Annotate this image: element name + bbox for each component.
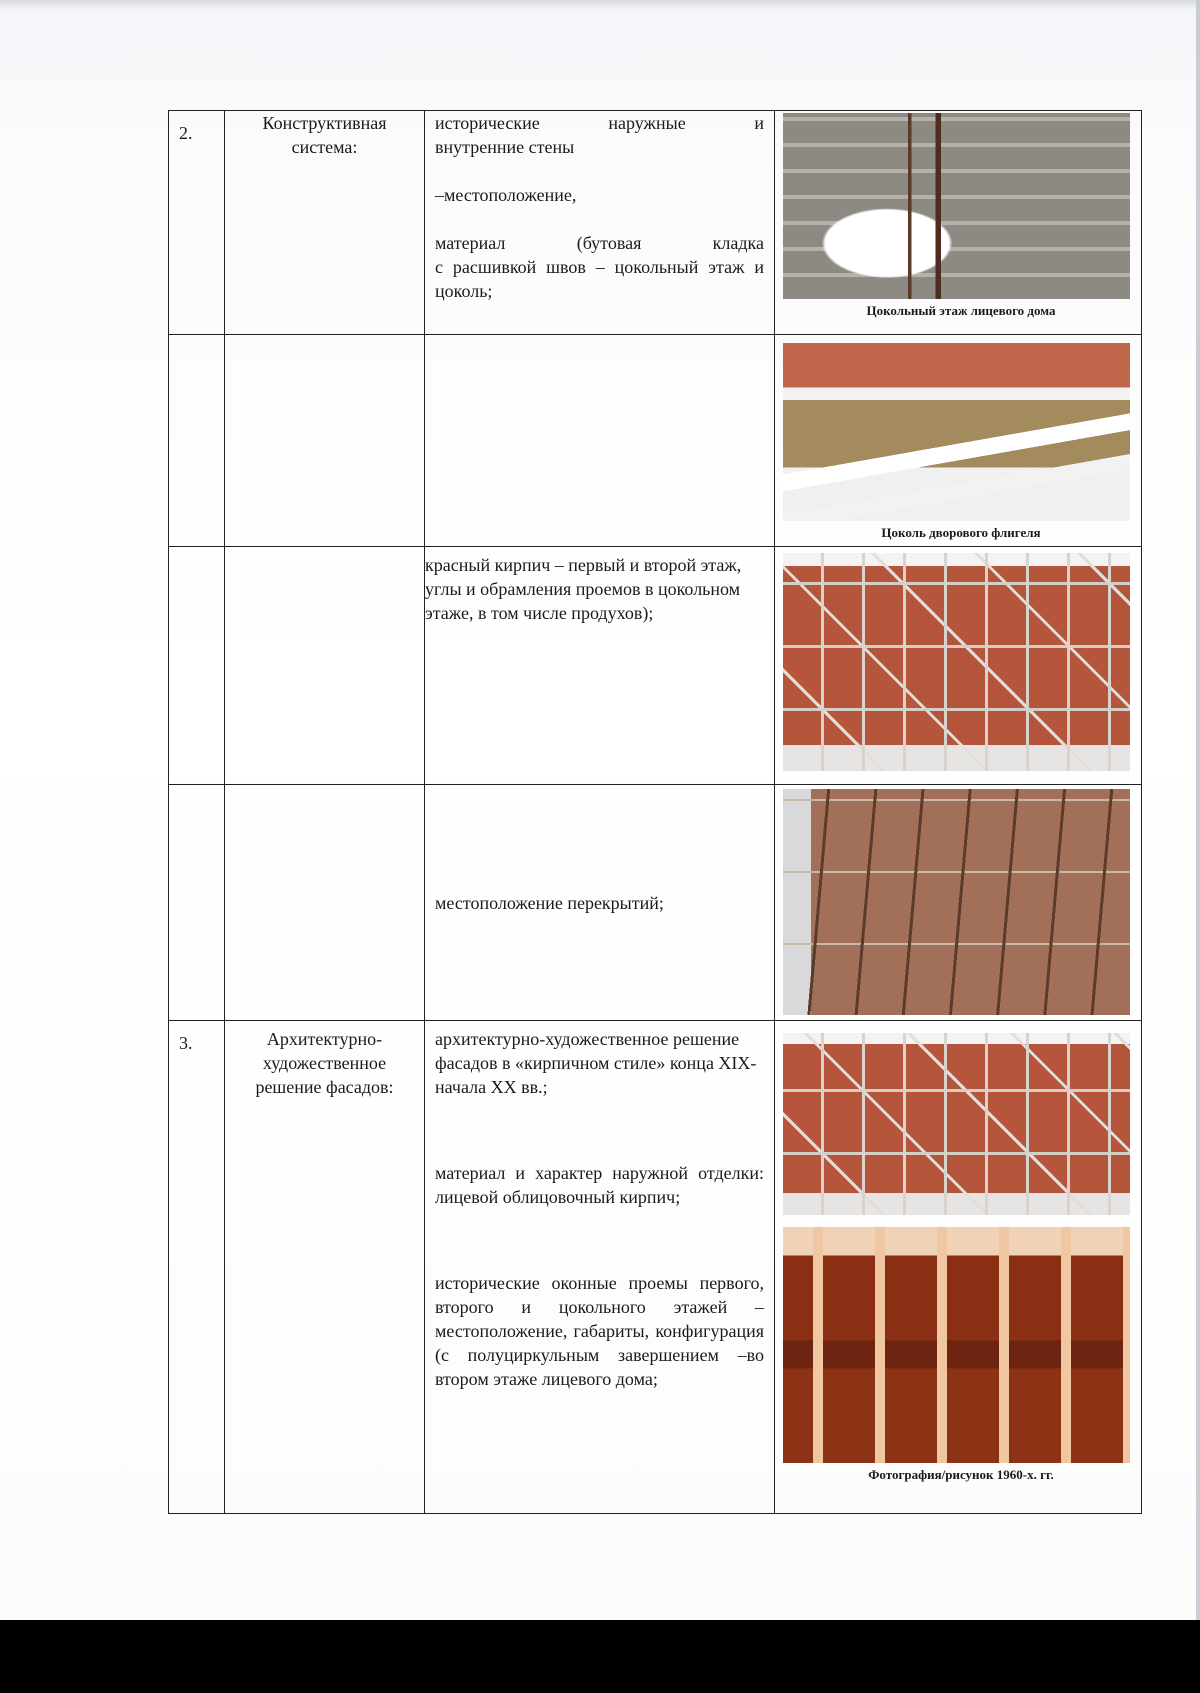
row-label: Конструктивная система: xyxy=(225,111,425,335)
row-number: 3. xyxy=(169,1021,225,1514)
photo-cell xyxy=(775,785,1142,1021)
description-paragraph: материал и характер наружной отделки: лицевой облицовочный кирпич; xyxy=(435,1163,764,1207)
photo-caption: Цокольный этаж лицевого дома xyxy=(866,303,1056,318)
photo-scaffolding-facade xyxy=(783,553,1130,771)
scan-top-edge xyxy=(0,0,1200,10)
row-description xyxy=(425,785,775,1021)
row-number: 2. xyxy=(169,111,225,335)
row-description xyxy=(425,1021,775,1514)
justified-line: материал (бутовая кладка xyxy=(435,233,764,253)
photo-caption: Фотография/рисунок 1960-х. гг. xyxy=(868,1467,1054,1482)
row-description xyxy=(425,547,775,785)
description-paragraph: с расшивкой швов – цокольный этаж и цоколь; xyxy=(435,257,764,301)
photo-cell xyxy=(775,111,1142,335)
description-paragraph: архитектурно-художественное решение фасадов в «кирпичном стиле» конца XIX-начала XX вв.; xyxy=(435,1029,757,1097)
table-row xyxy=(169,1021,1142,1514)
description-line: внутренние стены xyxy=(435,137,575,157)
photo-historic-1960s xyxy=(783,1227,1130,1463)
table-row xyxy=(169,111,1142,335)
description-paragraph: –местоположение, xyxy=(435,185,577,205)
table-row xyxy=(169,785,1142,1021)
description-paragraph: красный кирпич – первый и второй этаж, углы и обрамления проемов в цокольном этаже, в том числе продухов); xyxy=(425,555,742,623)
row-description xyxy=(425,111,775,335)
photo-courtyard-plinth xyxy=(783,343,1130,521)
table-row xyxy=(169,547,1142,785)
photo-cell xyxy=(775,1021,1142,1514)
table-row xyxy=(169,335,1142,547)
photo-caption: Цоколь дворового флигеля xyxy=(881,525,1041,540)
scan-bottom-band xyxy=(0,1620,1200,1693)
photo-cell xyxy=(775,547,1142,785)
protection-subject-table xyxy=(168,110,1142,1514)
scan-right-edge xyxy=(1196,0,1200,1620)
description-paragraph: исторические оконные проемы первого, второго и цокольного этажей – местоположение, габариты, конфигурация (с полуциркульным завершением –во втором этаже лицевого дома; xyxy=(435,1273,764,1389)
photo-cell xyxy=(775,335,1142,547)
photo-basement-masonry xyxy=(783,113,1130,299)
photo-facade-with-trees xyxy=(783,789,1130,1015)
photo-scaffolding-facade xyxy=(783,1033,1130,1215)
justified-line: исторические наружные и xyxy=(435,113,764,133)
description-paragraph: местоположение перекрытий; xyxy=(435,892,664,913)
row-label: Архитектурно- художественное решение фасадов: xyxy=(225,1021,425,1514)
